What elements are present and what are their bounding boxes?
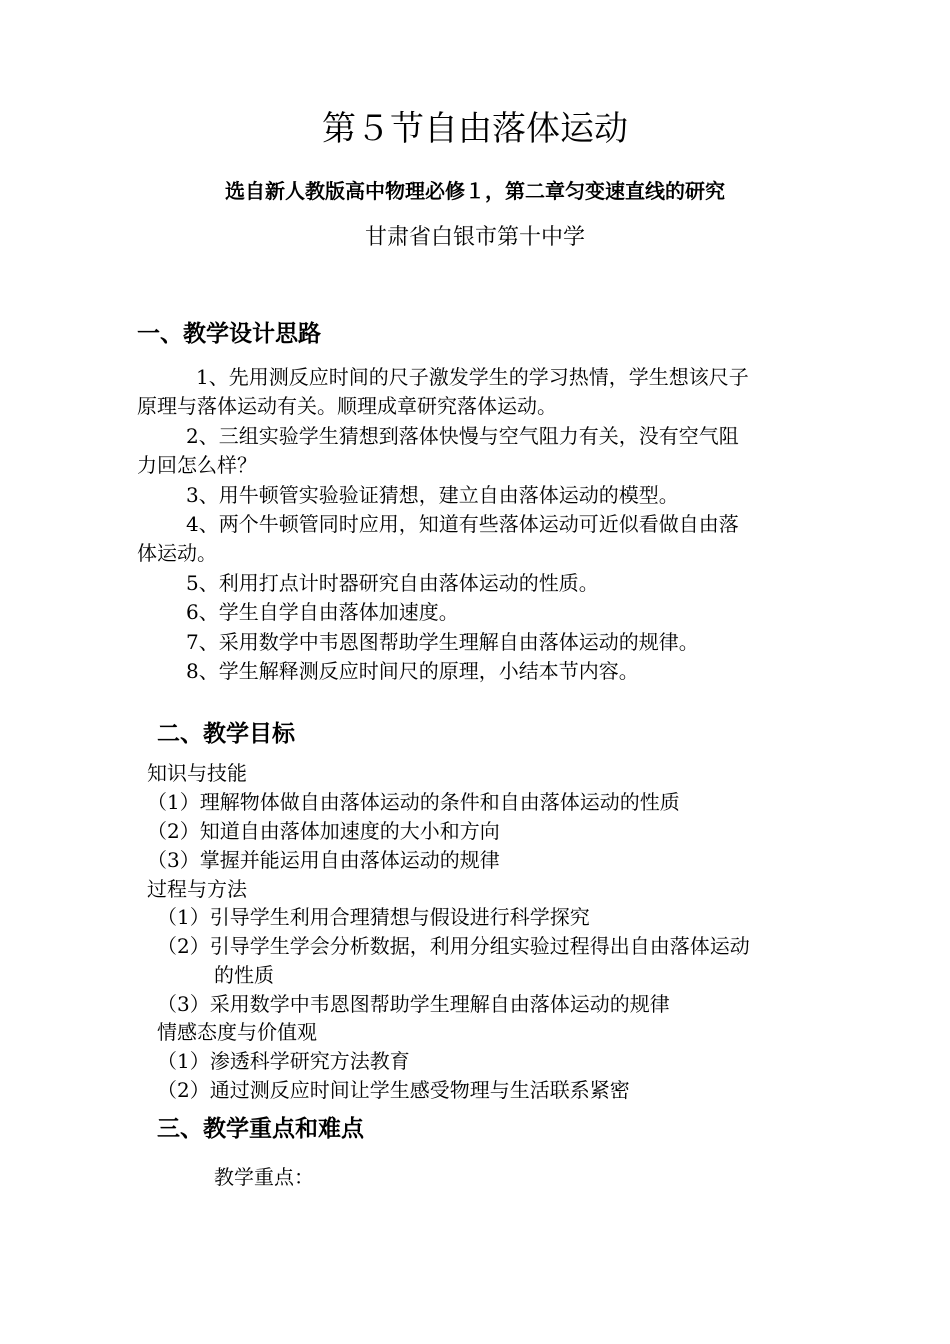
section-heading-key-points: 三、教学重点和难点: [157, 1116, 364, 1142]
emotion-item-2: （2）通过测反应时间让学生感受物理与生活联系紧密: [157, 1078, 630, 1102]
section-heading-teaching-goals: 二、教学目标: [157, 721, 295, 747]
paragraph-6: 6、学生自学自由落体加速度。: [186, 600, 459, 624]
document-title: 第５节自由落体运动: [322, 109, 628, 149]
paragraph-2-line-2: 力回怎么样？: [137, 453, 257, 477]
paragraph-1-line-1: 1、先用测反应时间的尺子激发学生的学习热情，学生想该尺子: [196, 365, 749, 389]
process-item-2-line-1: （2）引导学生学会分析数据，利用分组实验过程得出自由落体运动: [157, 934, 750, 958]
subheading-knowledge-skills: 知识与技能: [147, 761, 247, 785]
paragraph-1-line-2: 原理与落体运动有关。顺理成章研究落体运动。: [137, 394, 557, 418]
knowledge-item-3: （3）掌握并能运用自由落体运动的规律: [147, 848, 500, 872]
process-item-3: （3）采用数学中韦恩图帮助学生理解自由落体运动的规律: [157, 992, 670, 1016]
paragraph-4-line-2: 体运动。: [137, 541, 217, 565]
paragraph-5: 5、利用打点计时器研究自由落体运动的性质。: [186, 571, 599, 595]
paragraph-8: 8、学生解释测反应时间尺的原理，小结本节内容。: [186, 659, 639, 683]
emotion-item-1: （1）渗透科学研究方法教育: [157, 1049, 410, 1073]
process-item-1: （1）引导学生利用合理猜想与假设进行科学探究: [157, 905, 590, 929]
school-name: 甘肃省白银市第十中学: [364, 225, 585, 250]
process-item-2-line-2: 的性质: [214, 963, 274, 987]
knowledge-item-1: （1）理解物体做自由落体运动的条件和自由落体运动的性质: [147, 790, 680, 814]
paragraph-4-line-1: 4、两个牛顿管同时应用，知道有些落体运动可近似看做自由落: [186, 512, 739, 536]
paragraph-3: 3、用牛顿管实验验证猜想，建立自由落体运动的模型。: [186, 483, 679, 507]
subheading-attitudes-values: 情感态度与价值观: [157, 1020, 317, 1044]
document-subtitle: 选自新人教版高中物理必修１，第二章匀变速直线的研究: [225, 179, 725, 203]
paragraph-2-line-1: 2、三组实验学生猜想到落体快慢与空气阻力有关，没有空气阻: [186, 424, 739, 448]
paragraph-7: 7、采用数学中韦恩图帮助学生理解自由落体运动的规律。: [186, 630, 699, 654]
key-points-label: 教学重点：: [214, 1165, 314, 1189]
section-heading-design-approach: 一、教学设计思路: [137, 321, 321, 347]
knowledge-item-2: （2）知道自由落体加速度的大小和方向: [147, 819, 500, 843]
subheading-process-methods: 过程与方法: [147, 877, 247, 901]
